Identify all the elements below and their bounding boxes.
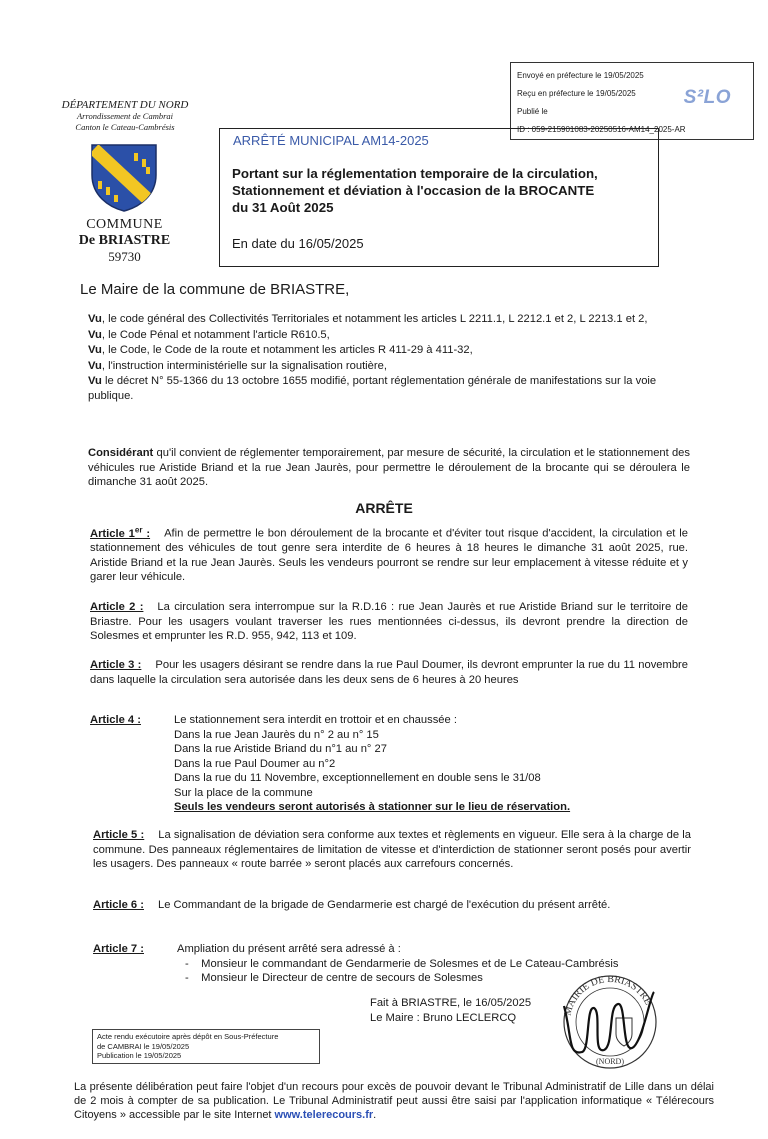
seal-text: MAIRIE DE BRIASTRE	[562, 973, 654, 1017]
title-line: Portant sur la réglementation temporaire de la circulation,	[232, 166, 598, 181]
arrete-title	[232, 165, 652, 216]
article-5: Article 5 : La signalisation de déviation sera conforme aux textes et règlements en vigueur. Elle sera à la charge de la commune. Des panneaux réglementaires de limitation de vitesse et d'interdiction de stationner seront posés pour avertir les usagers. Des panneaux « route barrée » seront placés aux carrefours concernés.	[93, 829, 692, 870]
postal-code: 59730	[108, 249, 141, 264]
article-3: Article 3 : Pour les usagers désirant se rendre dans la rue Paul Doumer, ils devront emprunter la rue du 11 novembre dans laquelle la circulation sera autorisée dans les deux sens de 6 heures à 20 heures	[90, 659, 689, 686]
canton: Canton le Cateau-Cambrésis	[75, 122, 175, 132]
vu-item: Vu, le code général des Collectivités Territoriales et notamment les articles L 2211.1, L 2212.1 et 2, L 2213.1 et 2,	[88, 313, 648, 325]
article-6: Article 6 : Le Commandant de la brigade de Gendarmerie est chargé de l'exécution du présent arrêté.	[93, 899, 611, 911]
stamp-id: ID : 059-215901083-20250516-AM14_2025-AR	[517, 125, 686, 134]
seal-bottom: (NORD)	[596, 1057, 624, 1066]
fait-a: Fait à BRIASTRE, le 16/05/2025	[370, 997, 532, 1009]
maire-name: Le Maire : Bruno LECLERCQ	[370, 1012, 517, 1024]
article-1: Article 1er : Afin de permettre le bon déroulement de la brocante et d'éviter tout risque d'accident, la circulation et le stationnement des véhicules de tout genre sera interdite de 6 heures à 18 heures le dimanche 31 août 2025, rue. Aristide Briand et la rue Jean Jaurès. Seuls les vendeurs pourront se rendre sur leur emplacement à vitesse réduite et y garer leur véhicule.	[90, 525, 688, 584]
mairie-seal	[552, 966, 670, 1079]
signature-block	[370, 996, 531, 1026]
article-label: Article 3 :	[90, 659, 142, 671]
coat-of-arms-icon	[88, 141, 160, 218]
vu-item: Vu le décret N° 55-1366 du 13 octobre 1655 modifié, portant réglementation générale de manifestations sur la voie publique.	[88, 375, 657, 402]
article-2: Article 2 : La circulation sera interrompue sur la R.D.16 : rue Jean Jaurès et rue Aristide Briand sur le territoire de Briastre. Pour les usagers voulant traverser les rues mentionnées ci-dessus, ils devront prendre la direction de Solesmes et emprunter les R.D. 955, 942, 113 et 109.	[90, 601, 688, 642]
article-label: Article 6 :	[93, 899, 144, 911]
commune-label: COMMUNE	[86, 217, 163, 232]
article-4-lines: Le stationnement sera interdit en trottoir et en chaussée : Dans la rue Jean Jaurès du n° 2 au n° 15 Dans la rue Aristide Briand du n°1 au n° 27 Dans la rue Paul Doumer au n°2 Dans la rue du 11 Novembre, exceptionnellement en double sens le 31/08 Sur la place de la commune Seuls les vendeurs seront autorisés à stationner sur le lieu de réservation.	[174, 713, 689, 815]
article-label: Article 4 :	[90, 714, 141, 726]
arrete-heading: ARRÊTE	[355, 500, 413, 516]
stamp-publie: Publié le	[517, 107, 548, 116]
vu-list	[88, 312, 688, 404]
stamp-recu: Reçu en préfecture le 19/05/2025	[517, 89, 636, 98]
arrete-date: En date du 16/05/2025	[232, 236, 364, 251]
department-header	[50, 99, 200, 133]
footer-recours: La présente délibération peut faire l'objet d'un recours pour excès de pouvoir devant le Tribunal Administratif de Lille dans un délai de 2 mois à compter de sa publication. Le Tribunal Administratif peut aussi être saisi par l'application informatique « Télérecours Citoyens » accessible par le site Internet www.telerecours.fr.	[74, 1081, 714, 1121]
s2lo-logo: S²LO	[683, 87, 731, 108]
arrondissement: Arrondissement de Cambrai	[76, 111, 173, 121]
commune-block	[52, 217, 197, 265]
list-item: - Monsieur le commandant de Gendarmerie de Solesmes et de Le Cateau-Cambrésis	[185, 957, 619, 970]
stamp-envoye: Envoyé en préfecture le 19/05/2025	[517, 71, 644, 80]
commune-name: De BRIASTRE	[78, 233, 171, 248]
intro-maire: Le Maire de la commune de BRIASTRE,	[80, 281, 350, 298]
article-4-emphasis: Seuls les vendeurs seront autorisés à stationner sur le lieu de réservation.	[174, 801, 571, 813]
list-item: - Monsieur le Directeur de centre de secours de Solesmes	[185, 972, 483, 984]
vu-item: Vu, le Code, le Code de la route et notamment les articles R 411-29 à 411-32,	[88, 344, 473, 356]
departement: DÉPARTEMENT DU NORD	[61, 99, 189, 111]
title-line: du 31 Août 2025	[232, 200, 334, 215]
considerant: Considérant qu'il convient de réglementer temporairement, par mesure de sécurité, la circulation et le stationnement des véhicules rue Aristide Briand et la rue Jean Jaurès, pour permettre le déroulement de la brocante qui se déroulera le dimanche 31 août 2025.	[88, 447, 690, 488]
acte-executoire: Acte rendu exécutoire après dépôt en Sous-Préfecture de CAMBRAI le 19/05/2025 Publication le 19/05/2025	[92, 1029, 320, 1064]
article-label: Article 5 :	[93, 829, 145, 841]
title-line: Stationnement et déviation à l'occasion de la BROCANTE	[232, 183, 595, 198]
article-label: Article 2 :	[90, 601, 144, 613]
vu-item: Vu, l'instruction interministérielle sur la signalisation routière,	[88, 359, 387, 372]
article-7-lines: Ampliation du présent arrêté sera adressé à : - Monsieur le commandant de Gendarmerie de Solesmes et de Le Cateau-Cambrésis - Monsieur le Directeur de centre de secours de Solesmes	[177, 942, 692, 986]
article-label: Article 1er :	[90, 525, 151, 540]
telerecours-link[interactable]: www.telerecours.fr	[274, 1109, 374, 1121]
article-label: Article 7 :	[93, 943, 144, 955]
arrete-id: ARRÊTÉ MUNICIPAL AM14-2025	[233, 133, 429, 148]
vu-item: Vu, le Code Pénal et notamment l'article R610.5,	[88, 328, 330, 341]
